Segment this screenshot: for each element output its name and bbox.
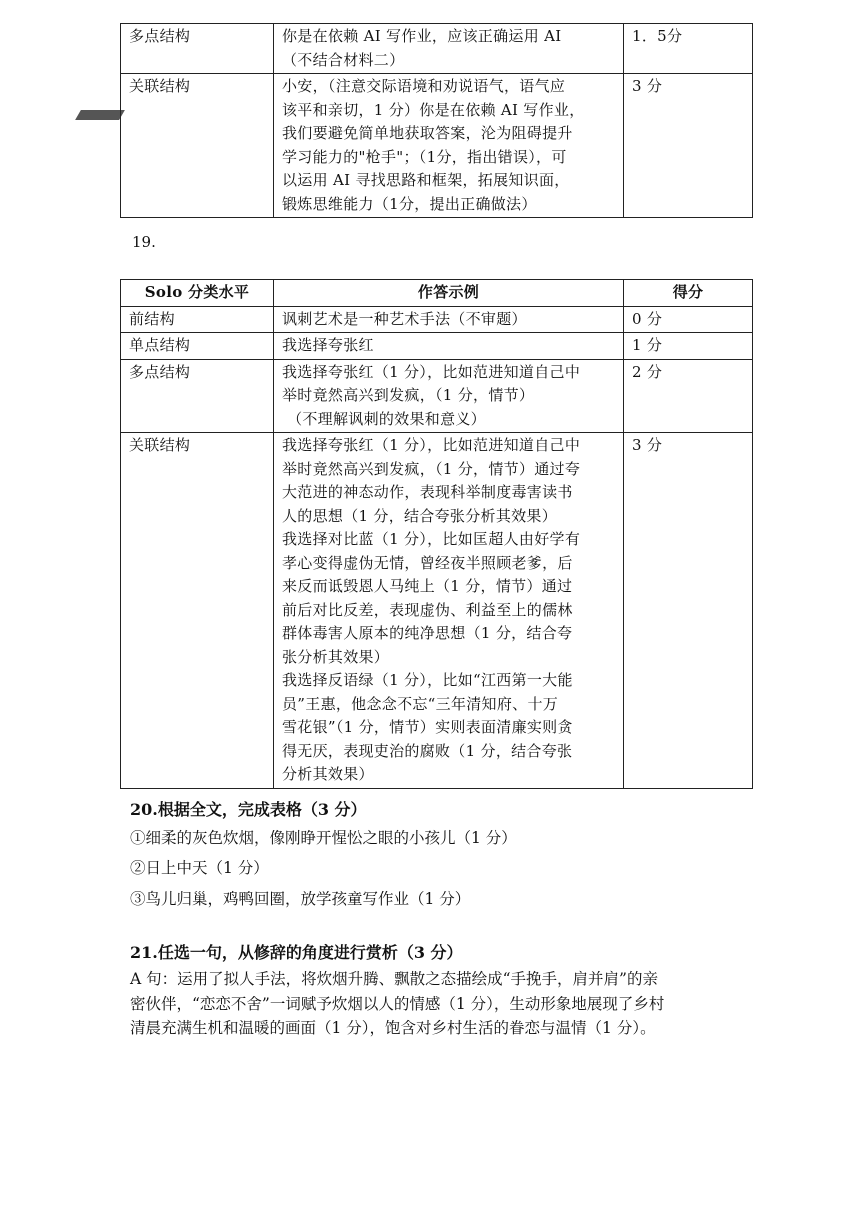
table-row <box>121 433 753 789</box>
table-header-row <box>121 280 753 307</box>
answer-item: ③鸟儿归巢，鸡鸭回圈，放学孩童写作业（1 分） <box>130 890 471 908</box>
question-20-heading: 20.根据全文，完成表格（3 分） <box>130 800 367 819</box>
score-cell: 1 分 <box>624 333 753 360</box>
level-cell: 关联结构 <box>121 74 274 218</box>
score-cell: 2 分 <box>624 359 753 433</box>
scoring-table-q18 <box>120 23 753 218</box>
score-cell: 3 分 <box>624 433 753 789</box>
table-row <box>121 306 753 333</box>
answer-cell: 小安，（注意交际语境和劝说语气，语气应 该平和亲切，1 分）你是在依赖 AI 写作业， 我们要避免简单地获取答案，沦为阻碍提升 学习能力的"枪手"；（1分，指出错误），可 以运用 AI 寻找思路和框架，拓展知识面， 锻炼思维能力（1分，提出正确做法） <box>274 74 624 218</box>
column-header-score: 得分 <box>624 280 753 307</box>
answer-cell: 我选择夸张红 <box>274 333 624 360</box>
answer-cell: 你是在依赖 AI 写作业，应该正确运用 AI （不结合材料二） <box>274 24 624 74</box>
score-cell: 0 分 <box>624 306 753 333</box>
page-edge-marker <box>75 110 125 120</box>
level-cell: 多点结构 <box>121 359 274 433</box>
level-cell: 单点结构 <box>121 333 274 360</box>
answer-cell: 我选择夸张红（1 分），比如范进知道自己中 举时竟然高兴到发疯，（1 分，情节） （不理解讽刺的效果和意义） <box>274 359 624 433</box>
table-row <box>121 333 753 360</box>
answer-item: ①细柔的灰色炊烟，像刚睁开惺忪之眼的小孩儿（1 分） <box>130 829 517 847</box>
score-cell: 3 分 <box>624 74 753 218</box>
level-cell: 关联结构 <box>121 433 274 789</box>
question-19-label: 19. <box>132 233 156 251</box>
answer-cell: 我选择夸张红（1 分），比如范进知道自己中 举时竟然高兴到发疯，（1 分，情节）通过夸 大范进的神态动作，表现科举制度毒害读书 人的思想（1 分，结合夸张分析其效果） 我选择对比蓝（1 分），比如匡超人由好学有 孝心变得虚伪无情，曾经夜半照顾老爹，后 来反而诋毁恩人马纯上（1 分，情节）通过 前后对比反差，表现虚伪、利益至上的儒林 群体毒害人原本的纯净思想（1 分，结合夸 张分析其效果） 我选择反语绿（1 分），比如“江西第一大能 员”王惠，他念念不忘“三年清知府、十万 雪花银”（1 分，情节）实则表面清廉实则贪 得无厌，表现吏治的腐败（1 分，结合夸张 分析其效果） <box>274 433 624 789</box>
column-header-level: Solo 分类水平 <box>121 280 274 307</box>
score-cell: 1．5分 <box>624 24 753 74</box>
table-row <box>121 359 753 433</box>
level-cell: 前结构 <box>121 306 274 333</box>
table-row <box>121 24 753 74</box>
level-cell: 多点结构 <box>121 24 274 74</box>
answer-item: ②日上中天（1 分） <box>130 859 269 877</box>
answer-cell: 讽刺艺术是一种艺术手法（不审题） <box>274 306 624 333</box>
scoring-table-q19 <box>120 279 753 789</box>
table-row <box>121 74 753 218</box>
question-21-answer: A 句：运用了拟人手法，将炊烟升腾、飘散之态描绘成“手挽手，肩并肩”的亲 密伙伴，“恋恋不舍”一词赋予炊烟以人的情感（1 分），生动形象地展现了乡村 清晨充满生机和温暖的画面（1 分），饱含对乡村生活的眷恋与温情（1 分）。 <box>130 970 665 1037</box>
column-header-answer: 作答示例 <box>274 280 624 307</box>
question-21-heading: 21.任选一句，从修辞的角度进行赏析（3 分） <box>130 943 463 962</box>
